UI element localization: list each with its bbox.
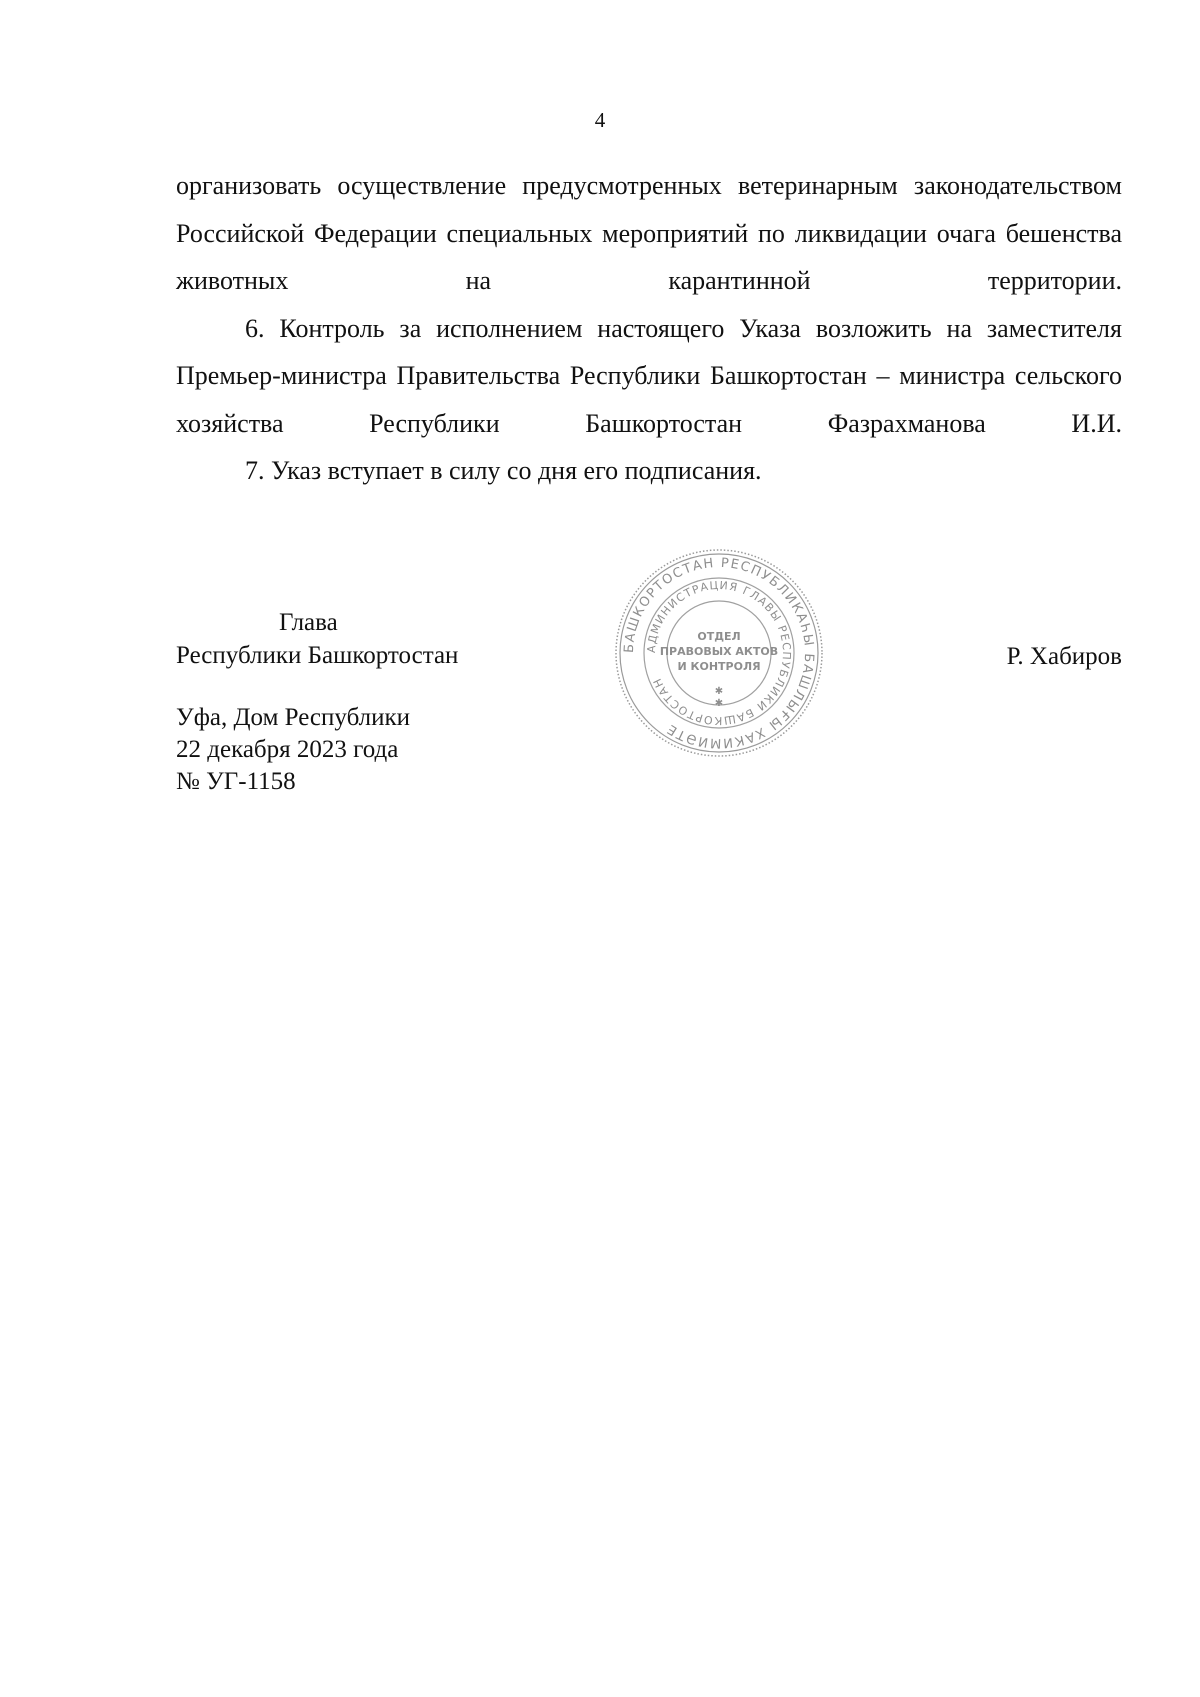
signature-title-line2: Республики Башкортостан bbox=[176, 642, 459, 669]
stamp-center-line2: ПРАВОВЫХ АКТОВ bbox=[659, 645, 779, 658]
paragraph-continuation: организовать осуществление предусмотренных ветеринарным законодательством Российской Федерации специальных мероприятий по ликвидации очага бешенства животных на карантинной территории. bbox=[176, 171, 1122, 295]
signer-name: Р. Хабиров bbox=[1006, 643, 1122, 670]
stamp-star-icon-2: ✱ bbox=[714, 698, 724, 709]
decree-number: № УГ-1158 bbox=[176, 768, 296, 795]
decree-date: 22 декабря 2023 года bbox=[176, 736, 399, 763]
page-number: 4 bbox=[594, 108, 606, 132]
place-location: Уфа, Дом Республики bbox=[176, 704, 411, 731]
paragraph-7-effective-date: 7. Указ вступает в силу со дня его подписания. bbox=[245, 456, 762, 485]
place-date-number bbox=[176, 702, 410, 798]
stamp-center-line1: ОТДЕЛ bbox=[697, 630, 741, 643]
stamp-inner-text: АДМИНИСТРАЦИЯ ГЛАВЫ РЕСПУБЛИКИ БАШКОРТОСТАН bbox=[644, 578, 794, 728]
stamp-center-line3: И КОНТРОЛЯ bbox=[677, 660, 761, 673]
paragraph-6-control: 6. Контроль за исполнением настоящего Указа возложить на заместителя Премьер-министра Правительства Республики Башкортостан – министра сельского хозяйства Республики Башкортостан Фазрахманова И.И. bbox=[176, 313, 1122, 438]
stamp-star-icon: ✱ bbox=[714, 686, 724, 697]
decree-body bbox=[176, 162, 1122, 495]
signature-title-line1: Глава bbox=[279, 609, 338, 636]
stamp-outer-text: БАШКОРТОСТАН РЕСПУБЛИКАҺЫ БАШЛЫҒЫ ХАКИМИӘТЕ bbox=[621, 555, 817, 751]
official-stamp bbox=[612, 546, 826, 760]
stamp-seal-icon bbox=[612, 546, 826, 760]
signature-title bbox=[176, 606, 458, 672]
